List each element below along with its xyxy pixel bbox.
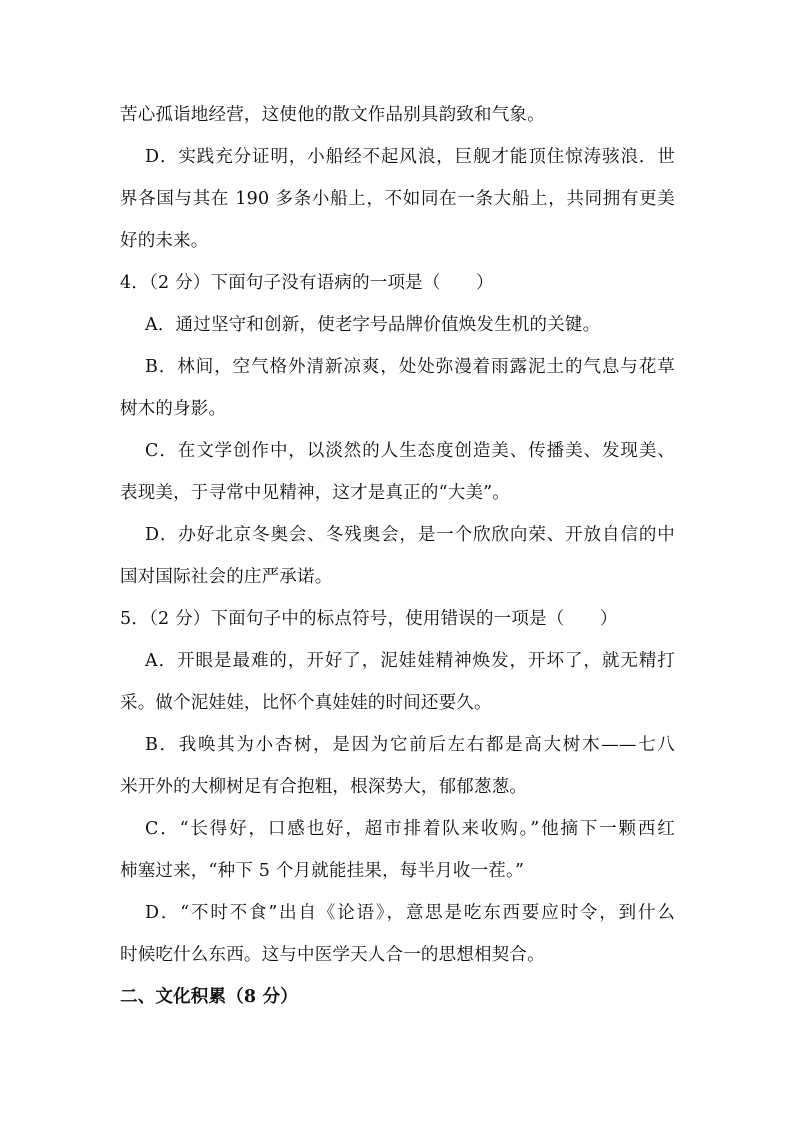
q3-option-d-line-2: 界各国与其在 190 多条小船上，不如同在一条大船上，共同拥有更美: [120, 189, 675, 209]
q5-option-c-line-1: C．“长得好，口感也好，超市排着队来收购。”他摘下一颗西红: [145, 819, 675, 839]
q4-option-b-line-1: B．林间，空气格外清新凉爽，处处弥漫着雨露泥土的气息与花草: [145, 357, 675, 377]
q4-option-a: A．通过坚守和创新，使老字号品牌价值焕发生机的关键。: [145, 315, 601, 335]
q5-option-d-line-2: 时候吃什么东西。这与中医学天人合一的思想相契合。: [120, 945, 545, 965]
q3-option-d-line-3: 好的未来。: [120, 231, 209, 251]
q5-option-b-line-2: 米开外的大柳树足有合抱粗，根深势大，郁郁葱葱。: [120, 777, 528, 797]
q4-option-d-line-2: 国对国际社会的庄严承诺。: [120, 567, 333, 587]
q5-option-a-line-1: A．开眼是最难的，开好了，泥娃娃精神焕发，开坏了，就无精打: [145, 651, 675, 671]
q4-option-d-line-1: D．办好北京冬奥会、冬残奥会，是一个欣欣向荣、开放自信的中: [145, 525, 675, 545]
q3-option-d-line-1: D．实践充分证明，小船经不起风浪，巨舰才能顶住惊涛骇浪．世: [145, 147, 675, 167]
continuation-line-1: 苦心孤诣地经营，这使他的散文作品别具韵致和气象。: [120, 105, 545, 125]
q5-option-b-line-1: B．我唤其为小杏树，是因为它前后左右都是高大树木——七八: [145, 735, 675, 755]
q5-option-c-line-2: 柿塞过来，“种下 5 个月就能挂果，每半月收一茬。”: [120, 861, 525, 881]
q4-stem: 4．（2 分）下面句子没有语病的一项是（ ）: [120, 273, 494, 293]
q4-option-c-line-2: 表现美，于寻常中见精神，这才是真正的“大美”。: [120, 483, 510, 503]
q4-option-c-line-1: C．在文学创作中，以淡然的人生态度创造美、传播美、发现美、: [145, 441, 675, 461]
q5-stem: 5．（2 分）下面句子中的标点符号，使用错误的一项是（ ）: [120, 609, 618, 629]
q4-option-b-line-2: 树木的身影。: [120, 399, 227, 419]
section-2-heading: 二、文化积累（8 分）: [120, 987, 298, 1007]
q5-option-d-line-1: D．“不时不食”出自《论语》，意思是吃东西要应时令，到什么: [145, 903, 675, 923]
q5-option-a-line-2: 采。做个泥娃娃，比怀个真娃娃的时间还要久。: [120, 693, 492, 713]
